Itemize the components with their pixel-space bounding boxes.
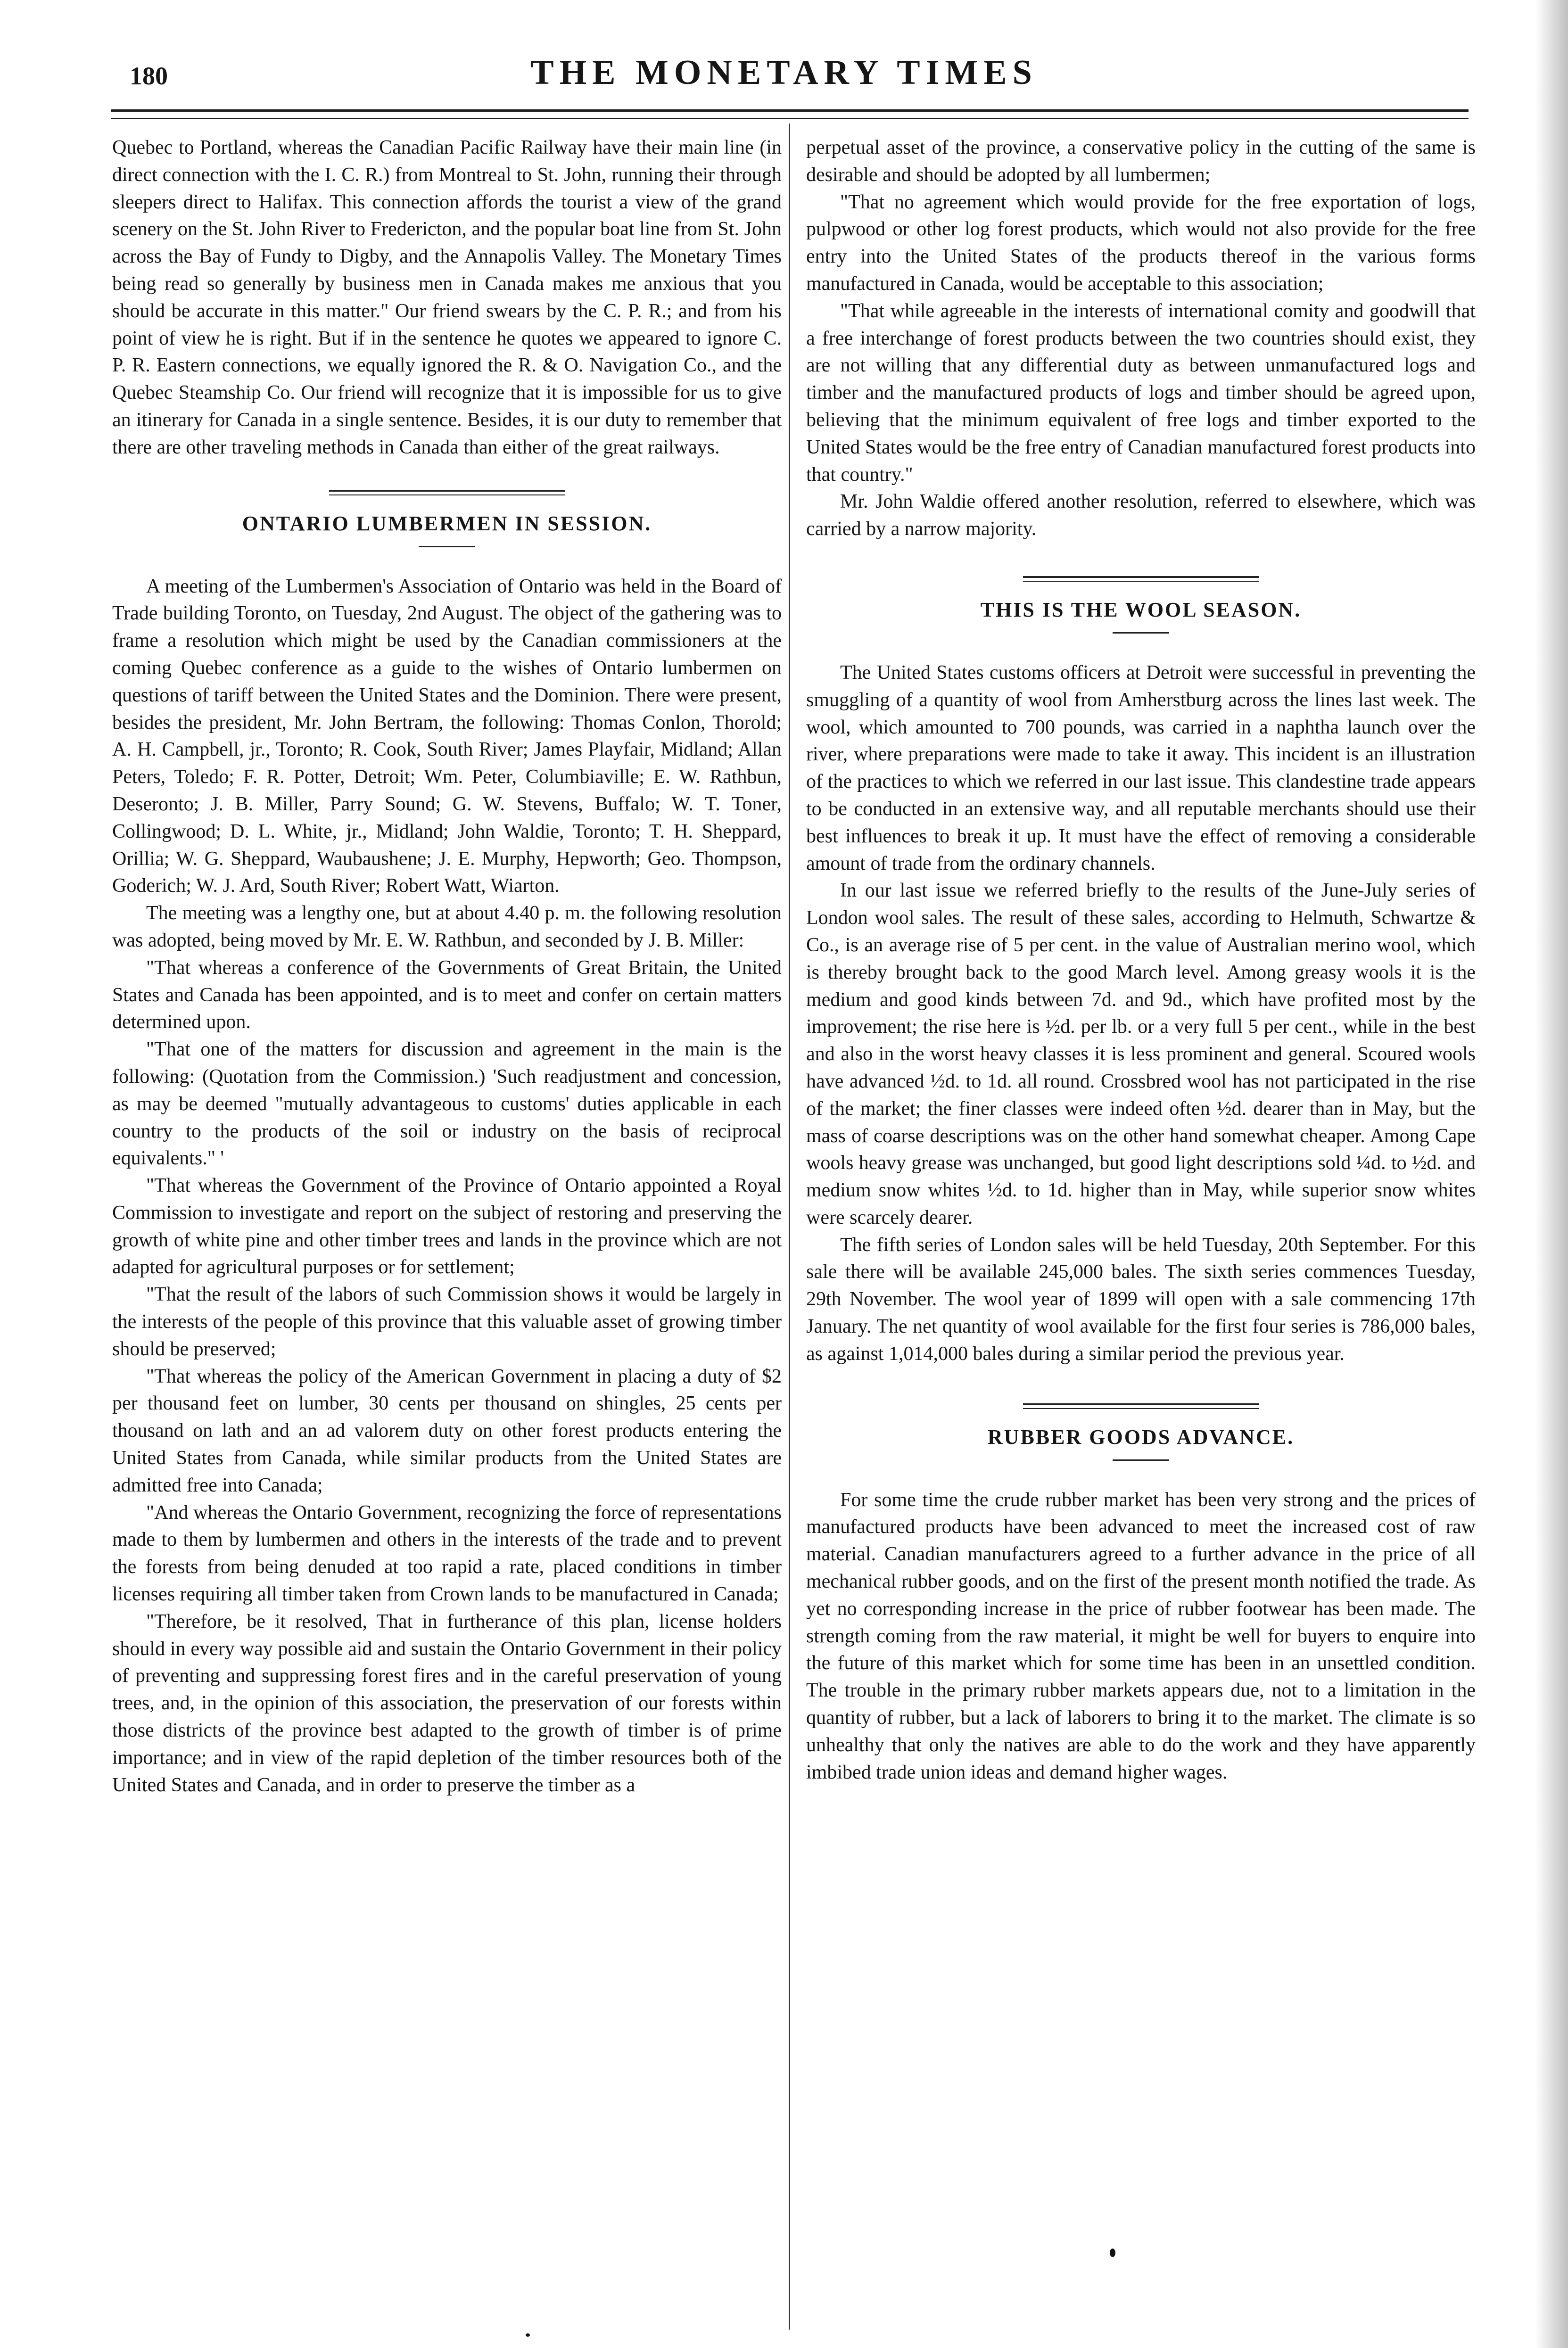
continued-paragraph: perpetual asset of the province, a conservative policy in the cutting of the same is desirable and should be adopted by all lumbermen; bbox=[806, 137, 1476, 186]
article-paragraph: A meeting of the Lumbermen's Association of Ontario was held in the Board of Trade building Toronto, on Tuesday, 2nd August. The object of the gathering was to frame a resolution which might be used by the Canadian commissioners at the coming Quebec conference as a guide to the wishes of Ontario lumbermen on questions of tariff between the United States and the Dominion. There were present, besides the president, Mr. John Bertram, the following: Thomas Conlon, Thorold; A. H. Campbell, jr., Toronto; R. Cook, South River; James Playfair, Midland; Allan Peters, Toledo; F. R. Potter, Detroit; Wm. Peter, Columbiaville; E. W. Rathbun, Deseronto; J. B. Miller, Parry Sound; G. W. Stevens, Buffalo; W. T. Toner, Collingwood; D. L. White, jr., Midland; John Waldie, Toronto; T. H. Sheppard, Orillia; W. G. Sheppard, Waubaushene; J. E. Murphy, Hepworth; Geo. Thompson, Goderich; W. J. Ard, South River; Robert Watt, Wiarton. bbox=[112, 575, 782, 897]
resolution-paragraph: "That no agreement which would provide for the free exportation of logs, pulpwood or other log forest products, which would not also provide for the free entry into the United States of the products thereof in the various forms manufactured in Canada, would be acceptable to this association; bbox=[806, 191, 1476, 295]
article-heading-rubber: RUBBER GOODS ADVANCE. bbox=[987, 1425, 1295, 1449]
article-paragraph: "And whereas the Ontario Government, recognizing the force of representations made to them by lumbermen and others in the interests of the trade and to prevent the forests from being denuded at too rapid a rate, placed conditions in timber licenses requiring all timber taken from Crown lands to be manufactured in Canada; bbox=[112, 1501, 782, 1606]
column-divider bbox=[789, 124, 790, 2330]
section-divider bbox=[1023, 1403, 1259, 1409]
section-divider bbox=[329, 490, 565, 495]
article-heading-lumbermen: ONTARIO LUMBERMEN IN SESSION. bbox=[242, 511, 652, 535]
article-paragraph: "That whereas a conference of the Governments of Great Britain, the United States and Canada has been appointed, and is to meet and confer on certain matters determined upon. bbox=[112, 956, 782, 1033]
section-divider bbox=[1023, 576, 1259, 582]
article-heading-wool: THIS IS THE WOOL SEASON. bbox=[980, 598, 1302, 621]
article-paragraph: "Therefore, be it resolved, That in furtherance of this plan, license holders should in every way possible aid and sustain the Ontario Government in their policy of preventing and suppressing forest fires and in the careful preservation of young trees, and, in the opinion of this association, the preservation of our forests within those districts of the province best adapted to the growth of timber is of prime importance; and in view of the rapid depletion of the timber resources both of the United States and Canada, and in order to preserve the timber as a bbox=[112, 1610, 782, 1796]
right-column bbox=[806, 134, 1476, 1786]
article-paragraph: The fifth series of London sales will be held Tuesday, 20th September. For this sale there will be available 245,000 bales. The sixth series commences Tuesday, 29th November. The wool year of 1899 will open with a sale commencing 17th January. The net quantity of wool available for the first four series is 786,000 bales, as against 1,014,000 bales during a similar period the previous year. bbox=[806, 1234, 1476, 1365]
article-paragraph: For some time the crude rubber market has been very strong and the prices of manufactured products have been advanced to meet the increased cost of raw material. Canadian manufacturers agreed to a further advance in the price of all mechanical rubber goods, and on the first of the present month notified the trade. As yet no corresponding increase in the price of rubber footwear has been made. The strength coming from the raw material, it might be well for buyers to enquire into the future of this market which for some time has been in an unsettled condition. The trouble in the primary rubber markets appears due, not to a limitation in the quantity of rubber, but a lack of laborers to bring it to the market. The climate is so unhealthy that only the natives are able to do the work and they have apparently imbibed trade union ideas and demand higher wages. bbox=[806, 1489, 1476, 1783]
resolution-paragraph: Mr. John Waldie offered another resolution, referred to elsewhere, which was carried by a narrow majority. bbox=[806, 491, 1476, 540]
scan-edge-shadow bbox=[1535, 0, 1568, 2348]
article-paragraph: "That the result of the labors of such Commission shows it would be largely in the interests of the people of this province that this valuable asset of growing timber should be preserved; bbox=[112, 1284, 782, 1360]
article-paragraph: "That one of the matters for discussion and agreement in the main is the following: (Quotation from the Commission.) 'Such readjustment and concession, as may be deemed "mutually advantageous to customs' duties applicable in each country to the products of the soil or industry on the basis of reciprocal equivalents." ' bbox=[112, 1038, 782, 1170]
article-paragraph: "That whereas the policy of the American Government in placing a duty of $2 per thousand feet on lumber, 30 cents per thousand on shingles, 25 cents per thousand on lath and an ad valorem duty on other forest products entering the United States from Canada, while similar products from the United States are admitted free into Canada; bbox=[112, 1365, 782, 1496]
article-paragraph: In our last issue we referred briefly to the results of the June-July series of London wool sales. The result of these sales, according to Helmuth, Schwartze & Co., is an average rise of 5 per cent. in the value of Australian merino wool, which is thereby brought back to the good March level. Among greasy wools it is the medium and good kinds between 7d. and 9d., which have profited most by the improvement; the rise here is ½d. per lb. or a very full 5 per cent., while in the best and also in the worst heavy classes it is less prominent and general. Scoured wools have advanced ½d. to 1d. all round. Crossbred wool has not participated in the rise of the market; the finer classes were indeed often ½d. dearer than in May, but the mass of coarse descriptions was on the other hand somewhat cheaper. Among Cape wools heavy grease was unchanged, but good light descriptions sold ¼d. to ½d. and medium snow whites ½d. to 1d. higher than in May, while superior snow whites were scarcely dearer. bbox=[806, 880, 1476, 1228]
article-paragraph: "That whereas the Government of the Province of Ontario appointed a Royal Commission to investigate and report on the subject of restoring and preserving the growth of white pine and other timber trees and lands in the province which are not adapted for agricultural purposes or for settlement; bbox=[112, 1175, 782, 1278]
intro-paragraph: Quebec to Portland, whereas the Canadian Pacific Railway have their main line (in direct connection with the I. C. R.) from Montreal to St. John, running their through sleepers direct to Halifax. This connection affords the tourist a view of the grand scenery on the St. John River to Fredericton, and the popular boat line from St. John across the Bay of Fundy to Digby, and the Annapolis Valley. The Monetary Times being read so generally by business men in Canada makes me anxious that you should be accurate in this matter." Our friend swears by the C. P. R.; and from his point of view he is right. But if in the sentence he quotes we appeared to ignore C. P. R. Eastern connections, we equally ignored the R. & O. Navigation Co., and the Quebec Steamship Co. Our friend will recognize that it is impossible for us to give an itinerary for Canada in a single sentence. Besides, it is our duty to remember that there are other traveling methods in Canada than either of the great railways. bbox=[112, 137, 782, 458]
header-rule-thin bbox=[111, 118, 1469, 119]
resolution-paragraph: "That while agreeable in the interests of international comity and goodwill that a free interchange of forest products between the two countries should exist, they are not willing that any differential duty as between unmanufactured logs and timber and the manufactured products of logs and timber should be agreed upon, believing that the minimum equivalent of free logs and timber exported to the United States would be the free entry of Canadian manufactured forest products into that country." bbox=[806, 300, 1476, 486]
ink-blot bbox=[1110, 2249, 1115, 2257]
page-number: 180 bbox=[130, 62, 168, 90]
article-paragraph: The United States customs officers at Detroit were successful in preventing the smuggling of a quantity of wool from Amherstburg across the lines last week. The wool, which amounted to 700 pounds, was carried in a naphtha launch over the river, where preparations were made to take it away. This incident is an illustration of the practices to which we referred in our last issue. This clandestine trade appears to be conducted in an extensive way, and all reputable merchants should use their best influences to break it up. It must have the effect of removing a considerable amount of trade from the ordinary channels. bbox=[806, 661, 1476, 874]
article-paragraph: The meeting was a lengthy one, but at about 4.40 p. m. the following resolution was adopted, being moved by Mr. E. W. Rathbun, and seconded by J. B. Miller: bbox=[112, 902, 782, 951]
publication-title: THE MONETARY TIMES bbox=[530, 53, 1038, 92]
header-rule-thick bbox=[111, 109, 1469, 112]
ink-blot bbox=[526, 2333, 530, 2337]
left-column bbox=[112, 134, 782, 1799]
